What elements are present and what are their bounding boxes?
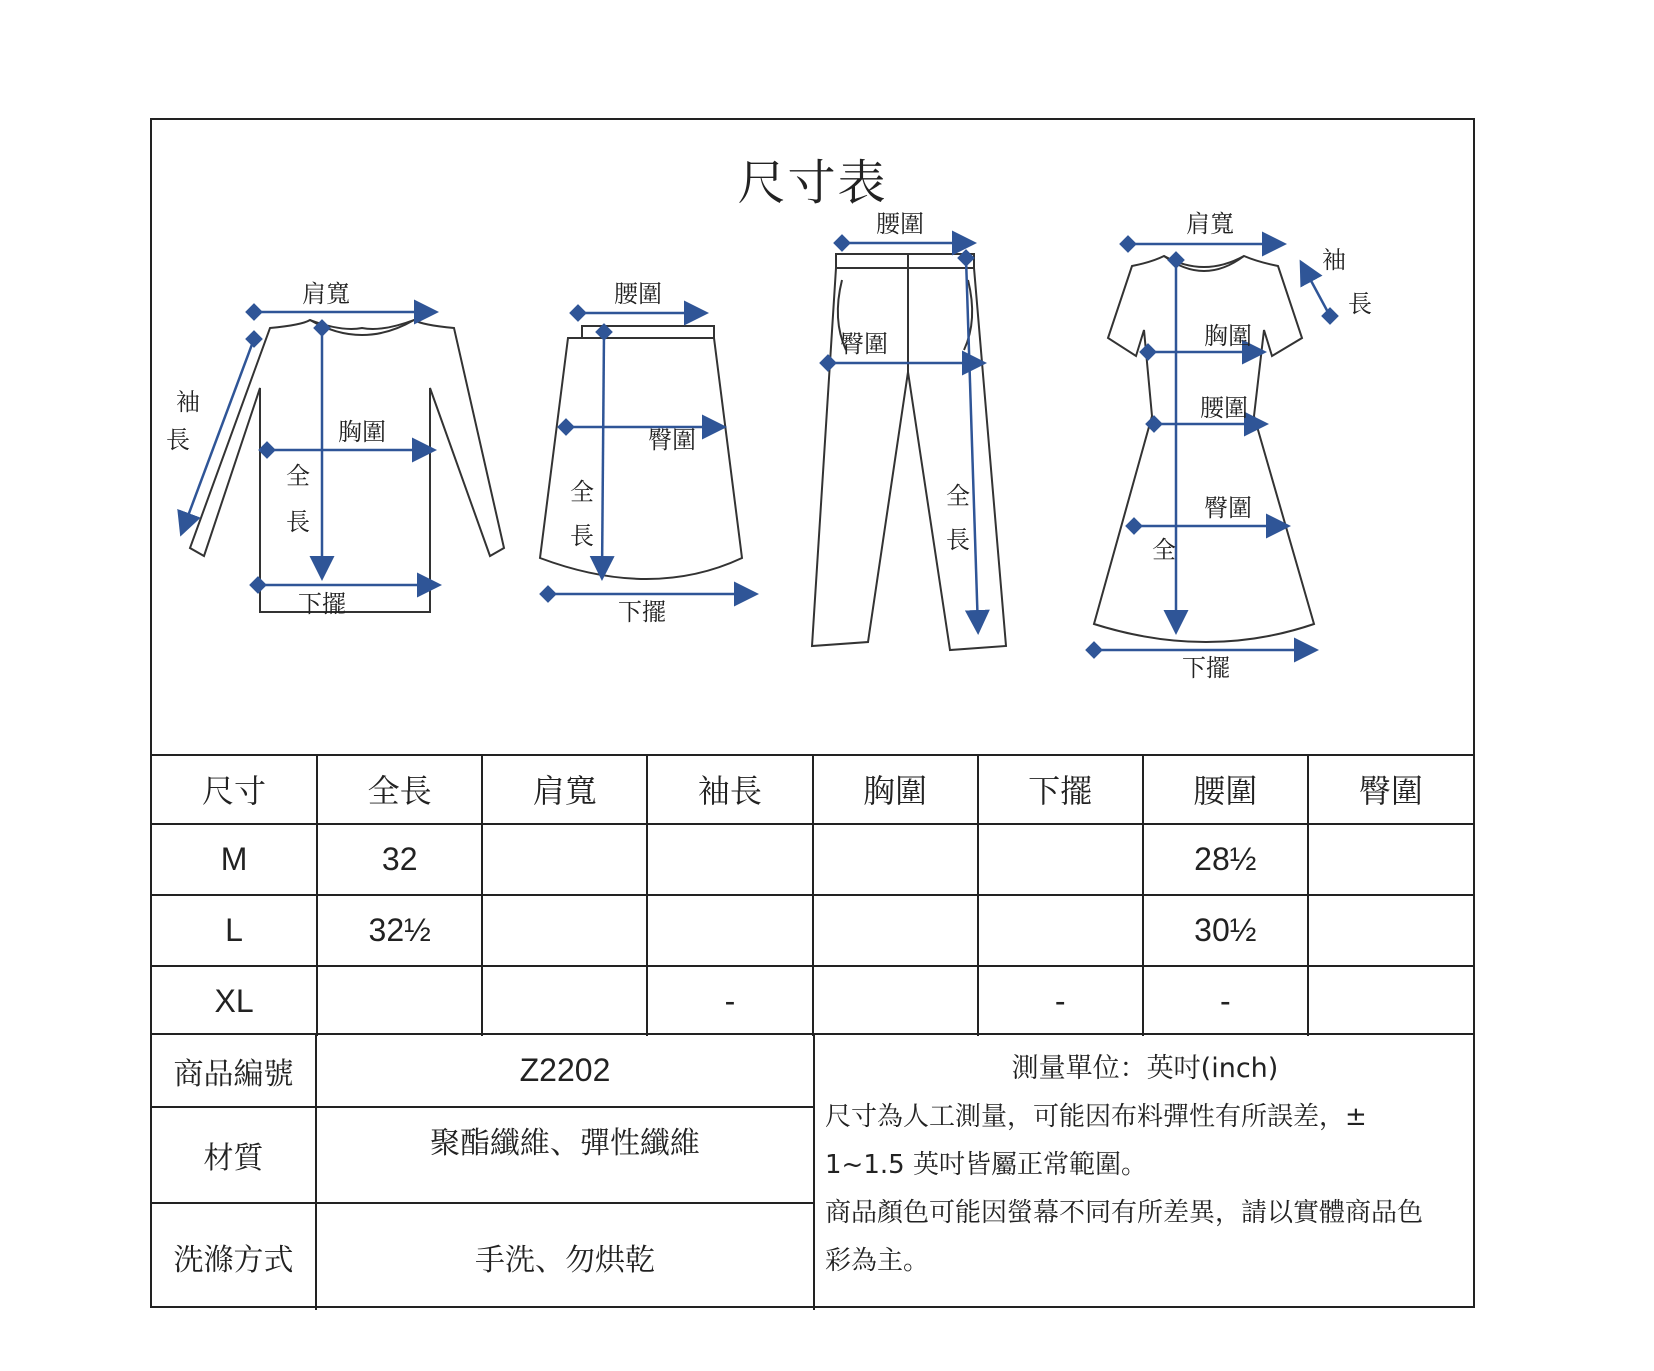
dress-diagram — [1094, 256, 1314, 642]
table-cell — [813, 966, 978, 1036]
table-cell — [978, 895, 1143, 966]
long-sleeve-top-diagram — [190, 320, 504, 612]
skirt-hip-label: 臀圍 — [648, 426, 696, 454]
table-cell: L — [152, 895, 317, 966]
table-cell — [647, 824, 812, 895]
product-code-label: 商品編號 — [152, 1035, 317, 1108]
table-cell — [482, 966, 647, 1036]
header-sleeve: 袖長 — [647, 754, 812, 824]
long-sleeve-top-arrows — [182, 305, 437, 592]
table-row — [152, 966, 1473, 1036]
pants-arrows — [821, 236, 982, 630]
table-cell: 32 — [317, 824, 482, 895]
header-hip: 臀圍 — [1308, 754, 1473, 824]
wash-value: 手洗、勿烘乾 — [475, 1243, 655, 1278]
skirt-waist-label: 腰圍 — [614, 280, 662, 308]
header-size: 尺寸 — [152, 754, 317, 824]
table-cell — [482, 824, 647, 895]
table-cell — [813, 895, 978, 966]
material-label: 材質 — [152, 1108, 317, 1204]
pants-waist-label: 腰圍 — [876, 210, 924, 238]
pants-hip-label: 臀圍 — [840, 330, 888, 358]
note-line-4: 彩為主。 — [825, 1246, 930, 1276]
skirt-length-label-1: 全 — [570, 478, 594, 506]
header-length: 全長 — [317, 754, 482, 824]
note-line-3: 商品顏色可能因螢幕不同有所差異，請以實體商品色 — [825, 1198, 1424, 1228]
top-length-label-1: 全 — [286, 462, 310, 490]
table-row — [152, 895, 1473, 966]
product-code-value: Z2202 — [317, 1035, 813, 1108]
dress-chest-label: 胸圍 — [1204, 322, 1252, 350]
garment-diagrams — [152, 120, 1473, 754]
product-info-section — [152, 1033, 1473, 1310]
dress-hip-label: 臀圍 — [1204, 494, 1252, 522]
pants-length-label-1: 全 — [946, 482, 970, 510]
table-cell — [1308, 895, 1473, 966]
dress-length-label: 全 — [1152, 536, 1176, 564]
size-table-header — [152, 754, 1473, 824]
table-cell: 30½ — [1143, 895, 1308, 966]
measurement-notes — [813, 1035, 1473, 1310]
dress-arrows — [1087, 237, 1337, 657]
table-cell — [647, 895, 812, 966]
top-sleeve-label-2: 長 — [166, 426, 190, 454]
dress-sleeve-label-1: 袖 — [1322, 246, 1346, 274]
dress-waist-label: 腰圍 — [1200, 394, 1248, 422]
table-cell: 32½ — [317, 895, 482, 966]
header-chest: 胸圍 — [813, 754, 978, 824]
table-cell — [482, 895, 647, 966]
header-waist: 腰圍 — [1143, 754, 1308, 824]
table-cell: - — [1143, 966, 1308, 1036]
dress-hem-label: 下擺 — [1182, 654, 1230, 682]
measurement-unit: 測量單位：英吋(inch) — [1011, 1053, 1279, 1084]
dress-sleeve-label-2: 長 — [1348, 290, 1372, 318]
skirt-length-label-2: 長 — [570, 522, 594, 550]
table-cell — [317, 966, 482, 1036]
material-value: 聚酯纖維、彈性纖維 — [317, 1108, 813, 1204]
wash-label: 洗滌方式 — [152, 1204, 317, 1310]
measurement-illustrations — [152, 120, 1473, 756]
top-sleeve-label-1: 袖 — [176, 388, 200, 416]
skirt-hem-label: 下擺 — [618, 598, 666, 626]
top-shoulder-label: 肩寬 — [302, 280, 350, 308]
pants-length-label-2: 長 — [946, 526, 970, 554]
header-hem: 下擺 — [978, 754, 1143, 824]
table-cell: M — [152, 824, 317, 895]
table-cell — [978, 824, 1143, 895]
header-shoulder: 肩寬 — [482, 754, 647, 824]
table-cell: - — [978, 966, 1143, 1036]
table-cell — [1308, 824, 1473, 895]
note-line-1: 尺寸為人工測量，可能因布料彈性有所誤差，± — [825, 1102, 1367, 1132]
dress-shoulder-label: 肩寬 — [1186, 210, 1234, 238]
table-cell: XL — [152, 966, 317, 1036]
chart-title: 尺寸表 — [737, 155, 888, 211]
table-cell: - — [647, 966, 812, 1036]
table-cell — [813, 824, 978, 895]
top-chest-label: 胸圍 — [338, 418, 386, 446]
table-cell: 28½ — [1143, 824, 1308, 895]
top-length-label-2: 長 — [286, 508, 310, 536]
table-cell — [1308, 966, 1473, 1036]
size-table — [152, 754, 1473, 1036]
size-chart-sheet — [150, 118, 1475, 1308]
table-row — [152, 824, 1473, 895]
note-line-2: 1~1.5 英吋皆屬正常範圍。 — [825, 1150, 1147, 1180]
top-hem-label: 下擺 — [298, 590, 346, 618]
